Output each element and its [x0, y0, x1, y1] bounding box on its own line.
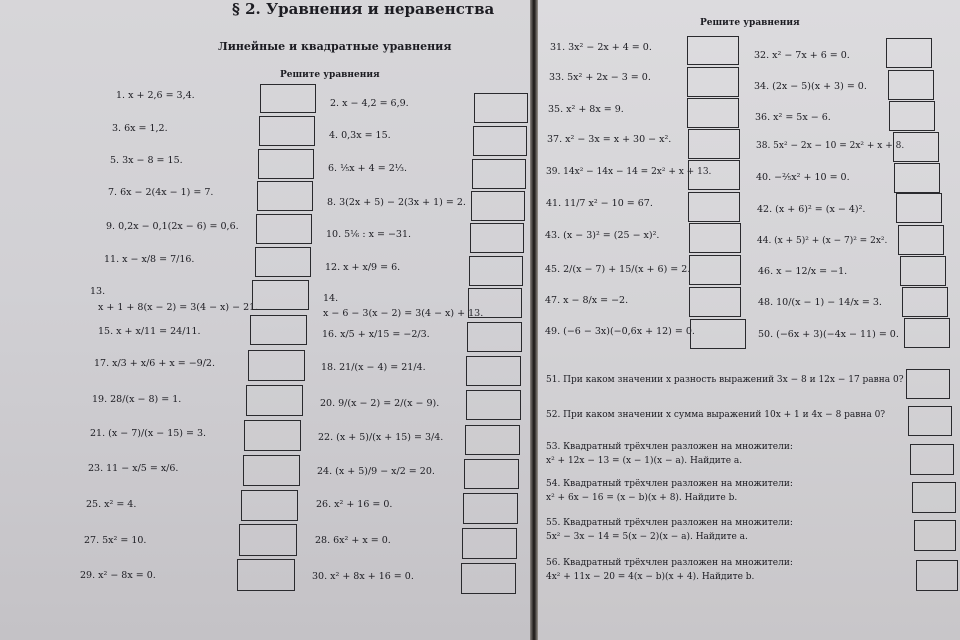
problem-24: 24. (x + 5)/9 − x/2 = 20. [317, 466, 435, 477]
problem-51: 51. При каком значении x разность выражений 3x − 8 и 12x − 17 равна 0? [546, 375, 904, 385]
answer-box-53[interactable] [910, 444, 954, 475]
problem-31: 31. 3x² − 2x + 4 = 0. [550, 42, 652, 53]
book-spine [530, 0, 538, 640]
answer-box-36[interactable] [889, 101, 935, 131]
problem-39: 39. 14x² − 14x − 14 = 2x² + x + 13. [546, 167, 712, 177]
answer-box-43[interactable] [689, 223, 741, 253]
answer-box-21[interactable] [244, 420, 301, 451]
answer-box-3[interactable] [259, 116, 315, 146]
instruction-left: Решите уравнения [280, 70, 380, 80]
problem-3: 3. 6x = 1,2. [112, 123, 168, 134]
answer-box-20[interactable] [466, 390, 521, 420]
answer-box-42[interactable] [896, 193, 942, 223]
answer-box-38[interactable] [893, 132, 939, 162]
answer-box-40[interactable] [894, 163, 940, 193]
problem-22: 22. (x + 5)/(x + 15) = 3/4. [318, 432, 444, 443]
problem-7: 7. 6x − 2(4x − 1) = 7. [108, 187, 214, 198]
problem-50: 50. (−6x + 3)(−4x − 11) = 0. [758, 329, 899, 340]
problem-14-number: 14. [323, 293, 339, 304]
answer-box-46[interactable] [900, 256, 946, 286]
problem-55: 5x² − 3x − 14 = 5(x − 2)(x − a). Найдите a. [546, 532, 748, 542]
answer-box-11[interactable] [255, 247, 311, 277]
problem-46: 46. x − 12/x = −1. [758, 266, 848, 277]
answer-box-34[interactable] [888, 70, 934, 100]
answer-box-5[interactable] [258, 149, 314, 179]
problem-48: 48. 10/(x − 1) − 14/x = 3. [758, 297, 882, 308]
answer-box-15[interactable] [250, 315, 307, 345]
problem-47: 47. x − 8/x = −2. [545, 295, 629, 306]
problem-53-statement: 53. Квадратный трёхчлен разложен на множители: [546, 442, 793, 452]
problem-6: 6. ⅕x + 4 = 2⅓. [328, 163, 407, 174]
answer-box-12[interactable] [469, 256, 523, 286]
answer-box-13[interactable] [252, 280, 309, 310]
problem-28: 28. 6x² + x = 0. [315, 535, 391, 546]
problem-20: 20. 9/(x − 2) = 2/(x − 9). [320, 398, 440, 409]
answer-box-44[interactable] [898, 225, 944, 255]
problem-13: x + 1 + 8(x − 2) = 3(4 − x) − 21. [98, 302, 259, 313]
problem-52: 52. При каком значении x сумма выражений 10x + 1 и 4x − 8 равна 0? [546, 410, 886, 420]
answer-box-17[interactable] [248, 350, 305, 381]
problem-54: x² + 6x − 16 = (x − b)(x + 8). Найдите b. [546, 493, 738, 503]
answer-box-32[interactable] [886, 38, 932, 68]
answer-box-6[interactable] [472, 159, 526, 189]
problem-17: 17. x/3 + x/6 + x = −9/2. [94, 358, 215, 369]
answer-box-27[interactable] [239, 524, 297, 556]
problem-2: 2. x − 4,2 = 6,9. [330, 98, 409, 109]
answer-box-33[interactable] [687, 67, 739, 97]
answer-box-16[interactable] [467, 322, 522, 352]
problem-15: 15. x + x/11 = 24/11. [98, 326, 201, 337]
answer-box-39[interactable] [688, 160, 740, 190]
answer-box-8[interactable] [471, 191, 525, 221]
problem-37: 37. x² − 3x = x + 30 − x². [547, 134, 672, 145]
problem-53: x² + 12x − 13 = (x − 1)(x − a). Найдите a. [546, 456, 743, 466]
section-subtitle: Линейные и квадратные уравнения [218, 40, 452, 53]
problem-4: 4. 0,3x = 15. [329, 130, 391, 141]
problem-8: 8. 3(2x + 5) − 2(3x + 1) = 2. [327, 197, 466, 208]
answer-box-19[interactable] [246, 385, 303, 416]
problem-36: 36. x² = 5x − 6. [755, 112, 831, 123]
problem-11: 11. x − x/8 = 7/16. [104, 254, 195, 265]
problem-5: 5. 3x − 8 = 15. [110, 155, 183, 166]
problem-55-statement: 55. Квадратный трёхчлен разложен на множители: [546, 518, 793, 528]
problem-49: 49. (−6 − 3x)(−0,6x + 12) = 0. [545, 326, 695, 337]
answer-box-14[interactable] [468, 288, 522, 318]
problem-35: 35. x² + 8x = 9. [548, 104, 624, 115]
answer-box-55[interactable] [914, 520, 956, 551]
instruction-right: Решите уравнения [700, 18, 800, 28]
answer-box-47[interactable] [689, 287, 741, 317]
answer-box-4[interactable] [473, 126, 527, 156]
problem-38: 38. 5x² − 2x − 10 = 2x² + x + 8. [756, 141, 905, 151]
answer-box-51[interactable] [906, 369, 950, 399]
problem-13-number: 13. [90, 286, 106, 297]
problem-14: x − 6 − 3(x − 2) = 3(4 − x) + 13. [323, 308, 484, 319]
problem-25: 25. x² = 4. [86, 499, 137, 510]
answer-box-35[interactable] [687, 98, 739, 128]
answer-box-18[interactable] [466, 356, 521, 386]
problem-23: 23. 11 − x/5 = x/6. [88, 463, 179, 474]
answer-box-23[interactable] [243, 455, 300, 486]
problem-40: 40. −⅖x² + 10 = 0. [756, 172, 850, 183]
problem-9: 9. 0,2x − 0,1(2x − 6) = 0,6. [106, 221, 239, 232]
problem-12: 12. x + x/9 = 6. [325, 262, 401, 273]
answer-box-7[interactable] [257, 181, 313, 211]
problem-54-statement: 54. Квадратный трёхчлен разложен на множители: [546, 479, 793, 489]
answer-box-54[interactable] [912, 482, 956, 513]
answer-box-50[interactable] [904, 318, 950, 348]
answer-box-10[interactable] [470, 223, 524, 253]
answer-box-1[interactable] [260, 84, 316, 113]
problem-30: 30. x² + 8x + 16 = 0. [312, 571, 414, 582]
section-title: § 2. Уравнения и неравенства [232, 0, 495, 18]
answer-box-37[interactable] [688, 129, 740, 159]
answer-box-29[interactable] [237, 559, 295, 591]
answer-box-31[interactable] [687, 36, 739, 65]
answer-box-28[interactable] [462, 528, 517, 559]
answer-box-48[interactable] [902, 287, 948, 317]
answer-box-22[interactable] [465, 425, 520, 455]
problem-42: 42. (x + 6)² = (x − 4)². [757, 204, 866, 215]
answer-box-30[interactable] [461, 563, 516, 594]
problem-41: 41. 11/7 x² − 10 = 67. [546, 198, 653, 209]
problem-44: 44. (x + 5)² + (x − 7)² = 2x². [757, 236, 888, 246]
answer-box-9[interactable] [256, 214, 312, 244]
problem-29: 29. x² − 8x = 0. [80, 570, 156, 581]
problem-33: 33. 5x² + 2x − 3 = 0. [549, 72, 651, 83]
answer-box-41[interactable] [688, 192, 740, 222]
answer-box-45[interactable] [689, 255, 741, 285]
problem-26: 26. x² + 16 = 0. [316, 499, 393, 510]
problem-27: 27. 5x² = 10. [84, 535, 147, 546]
problem-16: 16. x/5 + x/15 = −2/3. [322, 329, 430, 340]
problem-18: 18. 21/(x − 4) = 21/4. [321, 362, 426, 373]
problem-32: 32. x² − 7x + 6 = 0. [754, 50, 850, 61]
answer-box-56[interactable] [916, 560, 958, 591]
problem-34: 34. (2x − 5)(x + 3) = 0. [754, 81, 867, 92]
problem-56-statement: 56. Квадратный трёхчлен разложен на множители: [546, 558, 793, 568]
problem-43: 43. (x − 3)² = (25 − x)². [545, 230, 660, 241]
answer-box-26[interactable] [463, 493, 518, 524]
answer-box-52[interactable] [908, 406, 952, 436]
problem-21: 21. (x − 7)/(x − 15) = 3. [90, 428, 207, 439]
answer-box-2[interactable] [474, 93, 528, 123]
problem-45: 45. 2/(x − 7) + 15/(x + 6) = 2. [545, 264, 691, 275]
problem-56: 4x² + 11x − 20 = 4(x − b)(x + 4). Найдите b. [546, 572, 755, 582]
problem-10: 10. 5⅙ : x = −31. [326, 229, 412, 240]
answer-box-25[interactable] [241, 490, 298, 521]
problem-1: 1. x + 2,6 = 3,4. [116, 90, 195, 101]
problem-19: 19. 28/(x − 8) = 1. [92, 394, 182, 405]
answer-box-24[interactable] [464, 459, 519, 489]
answer-box-49[interactable] [690, 319, 746, 349]
